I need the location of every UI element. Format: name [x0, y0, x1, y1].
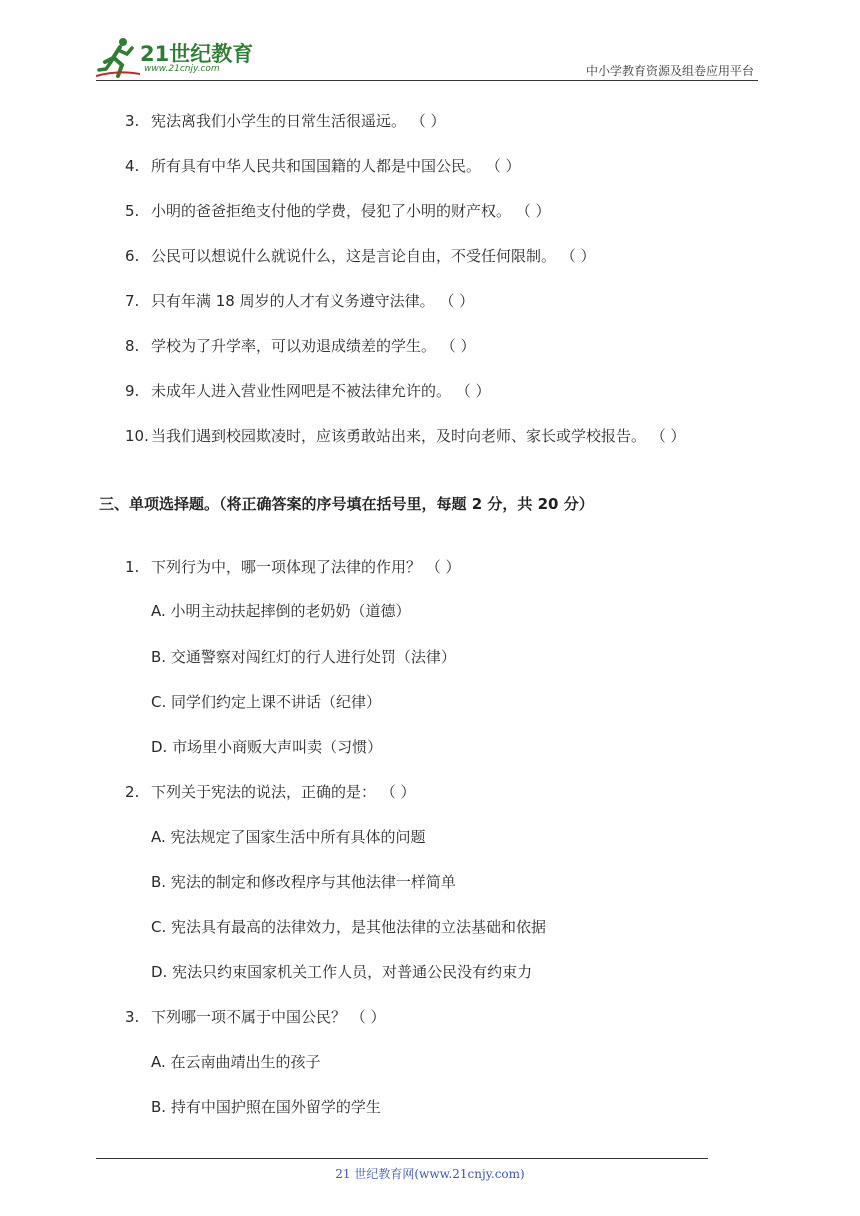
- logo-url-text: www.21cnjy.com: [144, 64, 220, 74]
- item-text: 未成年人进入营业性网吧是不被法律允许的。 （ ）: [151, 382, 491, 400]
- item-text: 所有具有中华人民共和国国籍的人都是中国公民。 （ ）: [151, 157, 521, 175]
- item-number: 6.: [125, 247, 140, 265]
- section-title: 三、单项选择题。（将正确答案的序号填在括号里，每题 2 分，共 20 分）: [99, 495, 594, 513]
- page-header: [0, 0, 860, 90]
- item-text: 小明的爸爸拒绝支付他的学费，侵犯了小明的财产权。 （ ）: [151, 202, 551, 220]
- judgement-item: [125, 156, 521, 176]
- choice-option: A. 在云南曲靖出生的孩子: [151, 1053, 321, 1071]
- choice-option: A. 宪法规定了国家生活中所有具体的问题: [151, 828, 426, 846]
- platform-name: 中小学教育资源及组卷应用平台: [585, 64, 754, 78]
- choice-option: B. 宪法的制定和修改程序与其他法律一样简单: [151, 873, 456, 891]
- item-number: 7.: [125, 292, 140, 310]
- choice-question: [125, 1007, 386, 1027]
- question-text: 下列哪一项不属于中国公民？ （ ）: [151, 1008, 386, 1026]
- judgement-item: [125, 111, 446, 131]
- item-number: 5.: [125, 202, 140, 220]
- header-divider: [96, 80, 758, 81]
- item-number: 8.: [125, 337, 140, 355]
- choice-option: D. 宪法只约束国家机关工作人员，对普通公民没有约束力: [151, 963, 533, 981]
- choice-option: C. 宪法具有最高的法律效力，是其他法律的立法基础和依据: [151, 918, 547, 936]
- footer-text[interactable]: 21 世纪教育网(www.21cnjy.com): [335, 1167, 525, 1181]
- item-number: 4.: [125, 157, 140, 175]
- item-text: 只有年满 18 周岁的人才有义务遵守法律。 （ ）: [151, 292, 475, 310]
- judgement-item: [125, 201, 551, 221]
- judgement-item: [125, 381, 491, 401]
- choice-question: [125, 782, 416, 802]
- item-text: 公民可以想说什么就说什么，这是言论自由，不受任何限制。 （ ）: [151, 247, 596, 265]
- judgement-item: [125, 336, 476, 356]
- choice-option: C. 同学们约定上课不讲话（纪律）: [151, 693, 382, 711]
- item-number: 3.: [125, 112, 140, 130]
- question-number: 2.: [125, 783, 140, 801]
- question-text: 下列行为中，哪一项体现了法律的作用？ （ ）: [151, 558, 461, 576]
- logo: [96, 36, 266, 80]
- item-text: 当我们遇到校园欺凌时，应该勇敢站出来，及时向老师、家长或学校报告。 （ ）: [151, 427, 686, 445]
- choice-question: [125, 557, 461, 577]
- judgement-item: [125, 246, 596, 266]
- choice-option: A. 小明主动扶起摔倒的老奶奶（道德）: [151, 602, 411, 620]
- choice-option: B. 持有中国护照在国外留学的学生: [151, 1098, 381, 1116]
- judgement-item: [125, 291, 474, 311]
- item-text: 宪法离我们小学生的日常生活很遥远。 （ ）: [151, 112, 446, 130]
- item-text: 学校为了升学率，可以劝退成绩差的学生。 （ ）: [151, 337, 476, 355]
- question-number: 1.: [125, 558, 140, 576]
- runner-logo-icon: [96, 36, 140, 80]
- judgement-item: [125, 426, 686, 446]
- logo-text: 21世纪教育: [140, 42, 254, 66]
- footer-divider: [96, 1158, 708, 1159]
- question-text: 下列关于宪法的说法，正确的是： （ ）: [151, 783, 416, 801]
- question-number: 3.: [125, 1008, 140, 1026]
- choice-option: D. 市场里小商贩大声叫卖（习惯）: [151, 738, 383, 756]
- choice-option: B. 交通警察对闯红灯的行人进行处罚（法律）: [151, 648, 456, 666]
- item-number: 10.: [125, 427, 149, 445]
- item-number: 9.: [125, 382, 140, 400]
